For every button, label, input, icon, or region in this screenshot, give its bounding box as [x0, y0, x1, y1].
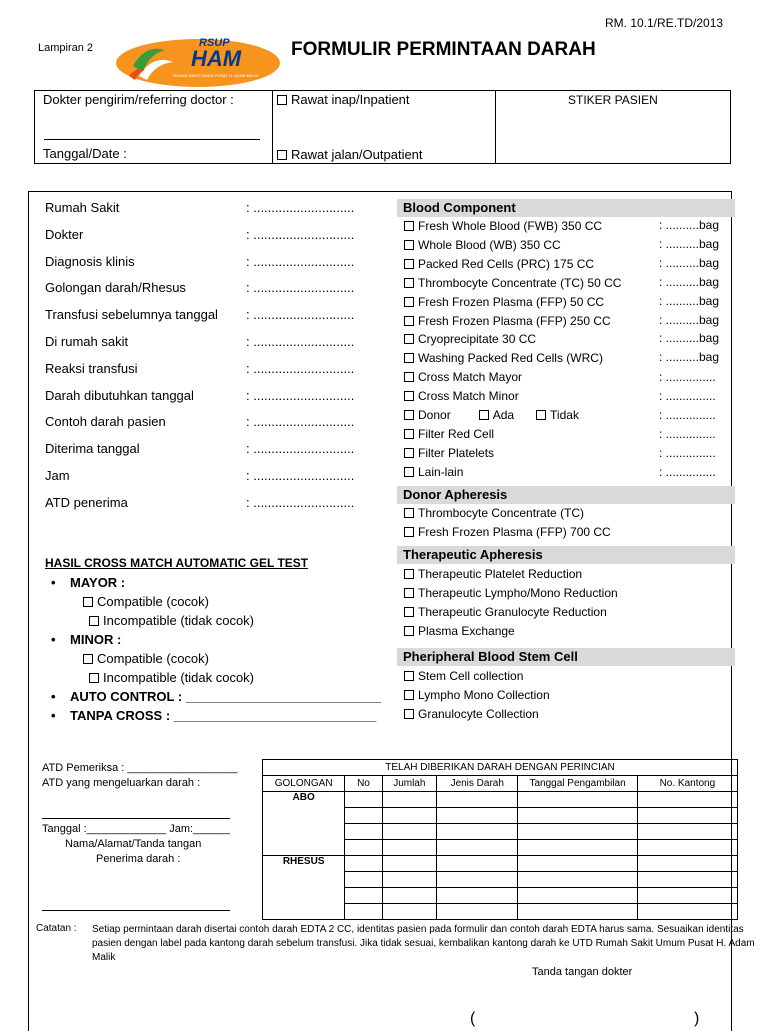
blood-component-qty[interactable]: : ............... [659, 445, 716, 460]
patient-field-label: Contoh darah pasien [45, 414, 166, 430]
blood-component-item[interactable]: Filter Platelets [404, 446, 494, 460]
therapeutic-apheresis-item-checkbox[interactable] [404, 626, 414, 636]
mayor-heading: • MAYOR : [51, 575, 126, 590]
mayor-compatible[interactable]: Compatible (cocok) [83, 594, 209, 609]
patient-field-label: Diterima tanggal [45, 441, 140, 457]
therapeutic-apheresis-item-checkbox[interactable] [404, 588, 414, 598]
patient-field-label: Dokter [45, 226, 84, 242]
blood-component-checkbox[interactable] [404, 391, 414, 401]
patient-sticker-label: STIKER PASIEN [568, 93, 658, 107]
therapeutic-apheresis-item[interactable]: Plasma Exchange [404, 624, 515, 638]
blood-component-qty[interactable]: : ............... [659, 464, 716, 479]
penerima-label: Penerima darah : [96, 853, 181, 865]
donor-tidak-label: Tidak [550, 408, 579, 422]
outpatient-option[interactable]: Rawat jalan/Outpatient [277, 147, 423, 162]
notes-text: Setiap permintaan darah disertai contoh darah EDTA 2 CC, identitas pasien pada formulir dan contoh darah EDTA harus sama. Sesuaikan identitas pasien dengan label pada kantong darah sebelum transfusi. Jika tidak sesuai, kembalikan kantong darah ke UTD Rumah Sakit Umum Pusat H. Adam Malik [92, 924, 755, 963]
patient-field-value[interactable]: : ............................ [246, 441, 355, 457]
patient-field-label: Di rumah sakit [45, 334, 129, 349]
blood-component-item[interactable]: Cryoprecipitate 30 CC [404, 332, 536, 346]
blood-component-checkbox[interactable] [404, 429, 414, 439]
minor-incompatible-checkbox[interactable] [89, 673, 99, 683]
lampiran-label: Lampiran 2 [38, 42, 94, 54]
minor-heading: • MINOR : [51, 632, 122, 647]
blood-component-item[interactable]: Fresh Whole Blood (FWB) 350 CC [404, 219, 602, 233]
blood-component-checkbox[interactable] [404, 353, 414, 363]
blood-component-qty[interactable]: : ..........bag [659, 350, 720, 365]
minor-compatible-checkbox[interactable] [83, 654, 93, 664]
patient-field-value[interactable]: : ............................ [246, 200, 355, 215]
patient-field-label: Reaksi transfusi [45, 360, 138, 376]
blood-component-checkbox[interactable] [404, 334, 414, 344]
blood-component-checkbox[interactable] [404, 467, 414, 477]
patient-field-value[interactable]: : ............................ [246, 360, 355, 376]
blood-component-qty[interactable]: : ............... [659, 389, 716, 404]
minor-incompatible[interactable]: Incompatible (tidak cocok) [89, 670, 254, 685]
therapeutic-apheresis-item[interactable]: Therapeutic Platelet Reduction [404, 567, 582, 581]
therapeutic-apheresis-header: Therapeutic Apheresis [397, 546, 735, 564]
blood-component-item[interactable]: Donor Ada Tidak [404, 408, 579, 422]
crossmatch-title: HASIL CROSS MATCH AUTOMATIC GEL TEST [45, 556, 309, 570]
blood-component-qty[interactable]: : ..........bag [659, 331, 720, 346]
donor-ada-label: Ada [492, 408, 515, 422]
patient-field-value[interactable]: : ............................ [246, 414, 355, 430]
patient-field-value[interactable]: : ............................ [246, 280, 355, 296]
blood-component-qty[interactable]: : ..........bag [659, 312, 720, 327]
blood-component-item[interactable]: Fresh Frozen Plasma (FFP) 250 CC [404, 314, 611, 328]
inpatient-checkbox[interactable] [277, 95, 287, 105]
donor-apheresis-item-checkbox[interactable] [404, 508, 414, 518]
blood-component-header: Blood Component [397, 199, 735, 217]
table-header-cell: GOLONGAN [263, 776, 345, 792]
rhesus-label: RHESUS [263, 856, 345, 872]
patient-field-value[interactable]: : ............................ [246, 468, 355, 483]
mayor-incompatible-checkbox[interactable] [89, 616, 99, 626]
blood-component-item[interactable]: Fresh Frozen Plasma (FFP) 50 CC [404, 295, 604, 309]
table-header-cell: No [345, 776, 382, 792]
mayor-compatible-checkbox[interactable] [83, 597, 93, 607]
blood-component-qty[interactable]: : ............... [659, 370, 716, 385]
patient-field-value[interactable]: : ............................ [246, 307, 355, 323]
patient-field-label: ATD penerima [45, 494, 128, 510]
table-header-cell: Tanggal Pengambilan [518, 776, 637, 792]
stem-cell-item[interactable]: Stem Cell collection [404, 669, 523, 683]
therapeutic-apheresis-item[interactable]: Therapeutic Granulocyte Reduction [404, 605, 607, 619]
doctor-sign-line[interactable] [44, 139, 260, 140]
blood-component-qty[interactable]: : ..........bag [659, 218, 720, 232]
patient-field-label: Jam [45, 468, 70, 483]
blood-component-checkbox[interactable] [404, 221, 414, 231]
outpatient-checkbox[interactable] [277, 150, 287, 160]
logo-sub-text: RUMAH SAKIT UMUM PUSAT H. ADAM MALIK [173, 73, 259, 78]
blood-component-checkbox[interactable] [404, 297, 414, 307]
patient-field-value[interactable]: : ............................ [246, 494, 355, 510]
mayor-incompatible[interactable]: Incompatible (tidak cocok) [89, 613, 254, 628]
table-header-cell: No. Kantong [637, 776, 737, 792]
auto-control-field[interactable]: • AUTO CONTROL : ___________________________ [51, 689, 382, 704]
signature-bracket-right: ) [694, 1010, 700, 1027]
donor-ada-checkbox[interactable] [479, 410, 489, 420]
therapeutic-apheresis-item-checkbox[interactable] [404, 607, 414, 617]
blood-component-checkbox[interactable] [404, 316, 414, 326]
blood-component-item[interactable]: Whole Blood (WB) 350 CC [404, 238, 561, 252]
stem-cell-item[interactable]: Lympho Mono Collection [404, 688, 550, 702]
atd-mengeluarkan-label: ATD yang mengeluarkan darah : [42, 777, 201, 789]
blood-component-item[interactable]: Cross Match Mayor [404, 370, 522, 384]
patient-field-label: Rumah Sakit [45, 200, 120, 215]
stem-cell-item-checkbox[interactable] [404, 709, 414, 719]
donor-tidak-checkbox[interactable] [536, 410, 546, 420]
nama-alamat-label: Nama/Alamat/Tanda tangan [65, 838, 202, 850]
doctor-signature-label: Tanda tangan dokter [532, 966, 633, 978]
blood-component-item[interactable]: Cross Match Minor [404, 389, 519, 403]
blood-component-checkbox[interactable] [404, 259, 414, 269]
form-title: FORMULIR PERMINTAAN DARAH [291, 39, 596, 60]
blood-component-item[interactable]: Lain-lain [404, 465, 463, 479]
therapeutic-apheresis-item-checkbox[interactable] [404, 569, 414, 579]
blood-component-qty[interactable]: : ............... [659, 408, 716, 422]
signature-bracket-left: ( [470, 1010, 476, 1027]
stem-cell-header: Pheripheral Blood Stem Cell [397, 648, 735, 666]
logo-main-text: HAM [191, 46, 242, 71]
blood-component-checkbox[interactable] [404, 410, 414, 420]
table-header-cell: Jenis Darah [437, 776, 518, 792]
blood-issued-table [262, 759, 738, 920]
inpatient-option[interactable]: Rawat inap/Inpatient [277, 92, 410, 107]
blood-component-item[interactable]: Packed Red Cells (PRC) 175 CC [404, 257, 594, 271]
referring-doctor-label: Dokter pengirim/referring doctor : [43, 92, 234, 107]
hospital-logo [115, 36, 281, 88]
minor-compatible[interactable]: Compatible (cocok) [83, 651, 209, 666]
therapeutic-apheresis-item[interactable]: Therapeutic Lympho/Mono Reduction [404, 586, 618, 600]
stem-cell-item-checkbox[interactable] [404, 690, 414, 700]
blood-component-item[interactable]: Thrombocyte Concentrate (TC) 50 CC [404, 276, 621, 290]
donor-apheresis-item[interactable]: Thrombocyte Concentrate (TC) [404, 506, 584, 520]
rm-code: RM. 10.1/RE.TD/2013 [605, 16, 724, 30]
blood-component-qty[interactable]: : ..........bag [659, 236, 720, 251]
blood-component-item[interactable]: Filter Red Cell [404, 427, 494, 441]
blood-component-item[interactable]: Washing Packed Red Cells (WRC) [404, 351, 603, 365]
patient-field-value[interactable]: : ............................ [246, 334, 355, 349]
notes-label: Catatan : [36, 923, 77, 934]
patient-field-label: Diagnosis klinis [45, 253, 135, 269]
tanpa-cross-field[interactable]: • TANPA CROSS : ____________________________ [51, 708, 377, 723]
blood-component-checkbox[interactable] [404, 372, 414, 382]
date-label: Tanggal/Date : [43, 146, 127, 161]
abo-label: ABO [263, 792, 345, 808]
donor-apheresis-item-checkbox[interactable] [404, 527, 414, 537]
patient-field-value[interactable]: : ............................ [246, 253, 355, 269]
patient-field-label: Transfusi sebelumnya tanggal [45, 307, 218, 323]
blood-component-qty[interactable]: : ..........bag [659, 274, 720, 289]
stem-cell-item-checkbox[interactable] [404, 671, 414, 681]
tanggal-jam-field[interactable]: Tanggal :_____________ Jam:______ [42, 823, 230, 835]
patient-field-value[interactable]: : ............................ [246, 387, 355, 403]
blood-component-checkbox[interactable] [404, 448, 414, 458]
patient-field-label: Darah dibutuhkan tanggal [45, 387, 194, 403]
patient-field-label: Golongan darah/Rhesus [45, 280, 186, 296]
table-header-cell: Jumlah [382, 776, 436, 792]
blood-component-checkbox[interactable] [404, 240, 414, 250]
blood-component-qty[interactable]: : ..........bag [659, 293, 720, 308]
donor-apheresis-header: Donor Apheresis [397, 486, 735, 504]
atd-mengeluarkan-line[interactable] [42, 818, 230, 819]
blood-component-checkbox[interactable] [404, 278, 414, 288]
logo-top-text: RSUP [199, 37, 230, 49]
patient-field-value[interactable]: : ............................ [246, 226, 355, 242]
blood-component-qty[interactable]: : ..........bag [659, 255, 720, 270]
table-title: TELAH DIBERIKAN DARAH DENGAN PERINCIAN [263, 760, 738, 776]
blood-component-qty[interactable]: : ............... [659, 426, 716, 441]
penerima-sign-line[interactable] [42, 910, 230, 911]
atd-pemeriksa-field[interactable]: ATD Pemeriksa : __________________ [42, 762, 238, 774]
donor-apheresis-item[interactable]: Fresh Frozen Plasma (FFP) 700 CC [404, 525, 611, 539]
stem-cell-item[interactable]: Granulocyte Collection [404, 707, 539, 721]
